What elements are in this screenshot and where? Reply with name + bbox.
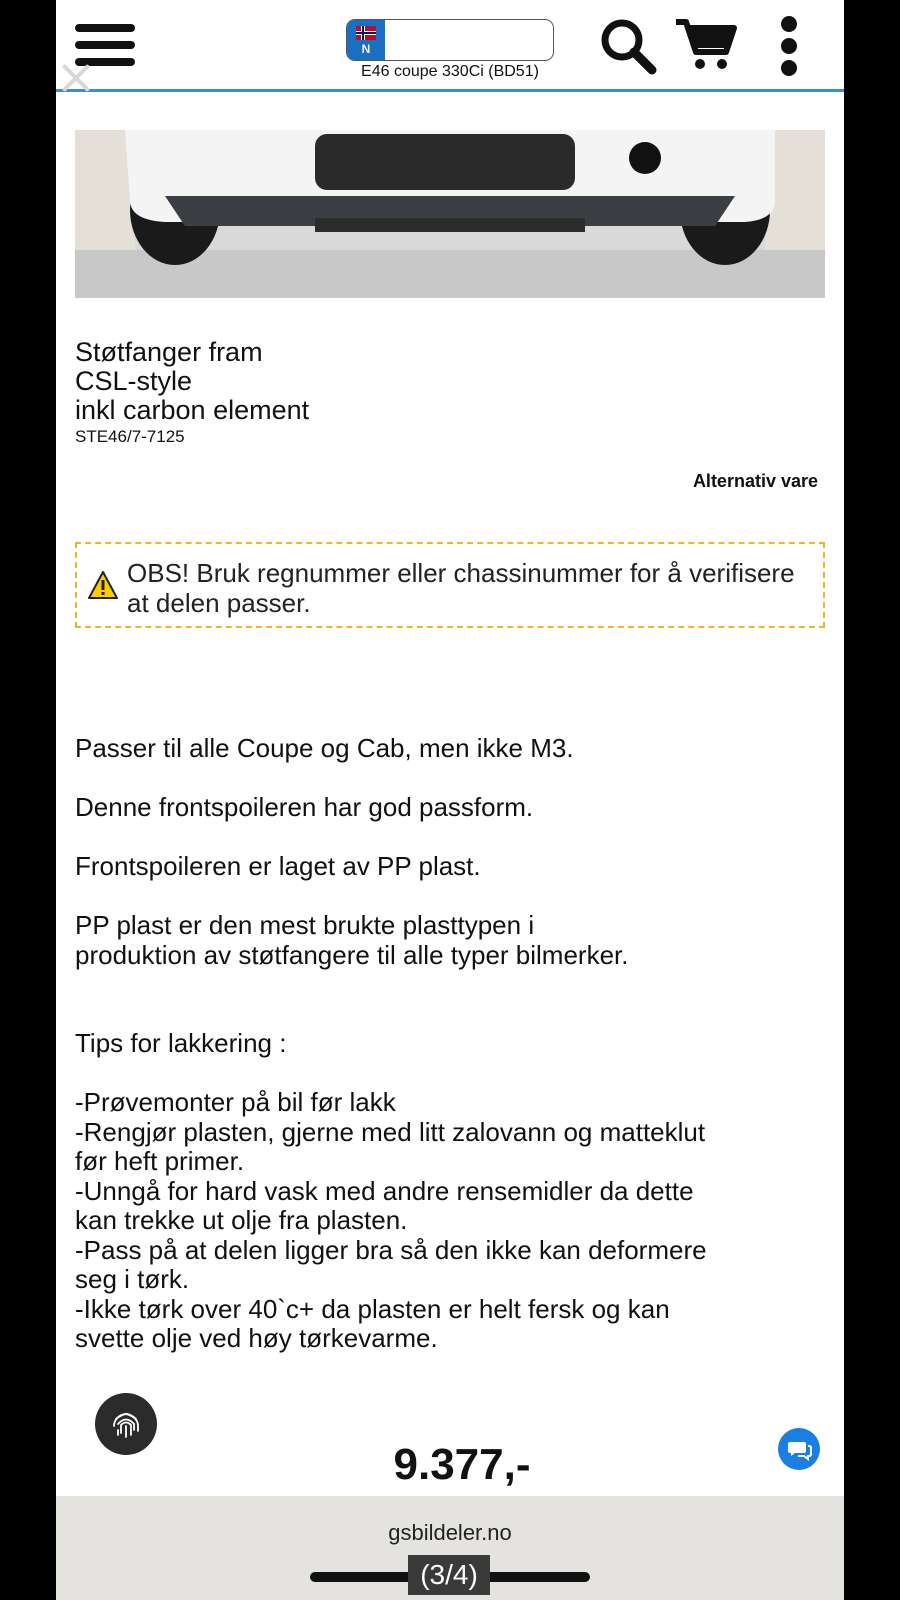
description-line: Passer til alle Coupe og Cab, men ikke M3. xyxy=(75,733,574,763)
description-line: -Pass på at delen ligger bra så den ikke kan deformere xyxy=(75,1234,707,1265)
description-line: Frontspoileren er laget av PP plast. xyxy=(75,851,481,881)
description-line: -Unngå for hard vask med andre rensemidler da dette xyxy=(75,1175,694,1206)
plate-country-code: N xyxy=(361,42,371,56)
description-line: PP plast er den mest brukte plasttypen i xyxy=(75,910,535,940)
more-vertical-icon[interactable] xyxy=(780,16,798,76)
fitment-warning-box xyxy=(75,542,825,628)
description-line: seg i tørk. xyxy=(75,1264,190,1294)
description-line: produktion av støtfangere til alle typer bilmerker. xyxy=(75,939,629,970)
alternative-product-link[interactable]: Alternativ vare xyxy=(692,471,818,491)
product-title-line: CSL-style xyxy=(75,366,193,396)
browser-url[interactable]: gsbildeler.no xyxy=(388,1520,512,1545)
description-line: svette olje ved høy tørkevarme. xyxy=(75,1323,438,1353)
product-image xyxy=(75,130,825,298)
description-line: Denne frontspoileren har god passform. xyxy=(75,792,534,822)
description-line: før heft primer. xyxy=(75,1146,245,1176)
selected-vehicle[interactable]: E46 coupe 330Ci (BD51) xyxy=(361,63,539,80)
product-title-line: inkl carbon element xyxy=(75,395,310,425)
description-line: -Prøvemonter på bil før lakk xyxy=(75,1087,396,1117)
warning-triangle-icon xyxy=(87,570,119,600)
page-counter: (3/4) xyxy=(408,1555,490,1595)
fingerprint-icon xyxy=(95,1393,157,1455)
product-sku: STE46/7-7125 xyxy=(75,427,185,446)
description-line: Tips for lakkering : xyxy=(75,1028,287,1058)
close-icon[interactable] xyxy=(60,62,92,94)
product-price: 9.377,- xyxy=(393,1440,531,1489)
plate-country-badge xyxy=(347,20,385,60)
description-line: kan trekke ut olje fra plasten. xyxy=(75,1205,408,1235)
site-header xyxy=(56,0,844,92)
cart-icon[interactable] xyxy=(674,16,738,72)
description-line: -Rengjør plasten, gjerne med litt zalovann og matteklut xyxy=(75,1116,706,1147)
warning-text: OBS! Bruk regnummer eller chassinummer for å verifisere at delen passer. xyxy=(127,558,795,618)
product-title xyxy=(75,338,309,425)
chat-button[interactable] xyxy=(778,1428,820,1470)
chat-bubble-icon xyxy=(778,1428,820,1470)
license-plate-input[interactable] xyxy=(346,19,554,61)
product-title-line: Støtfanger fram xyxy=(75,337,263,367)
search-icon[interactable] xyxy=(598,16,658,76)
app-screen xyxy=(56,0,844,1600)
description-line: -Ikke tørk over 40`c+ da plasten er helt fersk og kan xyxy=(75,1293,670,1324)
norway-flag-icon xyxy=(356,26,376,40)
hamburger-menu-icon[interactable] xyxy=(75,24,135,66)
fingerprint-button[interactable] xyxy=(95,1393,157,1455)
product-description xyxy=(75,734,815,1354)
